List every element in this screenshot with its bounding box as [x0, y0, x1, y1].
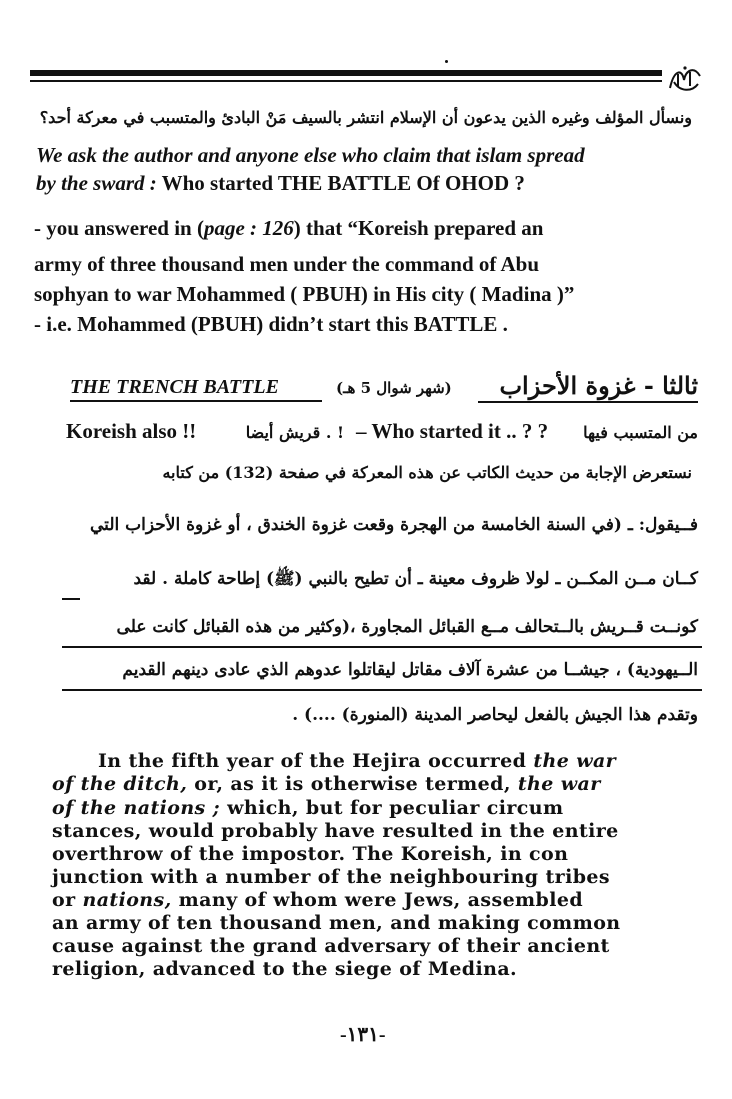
answer-line4: - i.e. Mohammed (PBUH) didn’t start this BATTLE .	[34, 312, 508, 336]
ohod-question-italic: by the sward :	[36, 171, 157, 195]
arabic-para-underline-1	[62, 646, 702, 648]
ohod-question-line1: We ask the author and anyone else who claim that islam spread	[36, 143, 585, 167]
quote-line1-a: In the fifth year of the Hejira occurred	[98, 750, 534, 772]
arabic-para-line6: وتقدم هذا الجيش بالفعل ليحاصر المدينة (المنورة) ....) .	[292, 705, 698, 725]
trench-heading-date: (شهر شوال 5 هـ)	[336, 379, 452, 397]
quote-line9: cause against the grand adversary of their ancient	[52, 935, 610, 957]
quote-line7-c: many of whom were Jews, assembled	[171, 889, 584, 911]
header-rule-thin	[30, 80, 662, 82]
who-started-it: – Who started it .. ? ?	[356, 419, 549, 443]
answer-line3: sophyan to war Mohammed ( PBUH) in His city ( Madina )”	[34, 282, 575, 306]
quote-line7	[52, 889, 583, 911]
page-number: -١٣١-	[340, 1024, 386, 1046]
koreish-also-ar: ! . قريش أيضا	[245, 423, 344, 442]
quote-line8: an army of ten thousand men, and making common	[52, 912, 621, 934]
trench-heading-en: THE TRENCH BATTLE	[70, 376, 279, 398]
arabic-para-line1: نستعرض الإجابة من حديث الكاتب عن هذه المعركة في صفحة (132) من كتابه	[162, 463, 692, 482]
quote-line4: stances, would probably have resulted in the entire	[52, 820, 619, 842]
ohod-question-line2	[36, 171, 525, 196]
ohod-question-rest: Who started THE BATTLE Of OHOD ?	[156, 171, 525, 195]
quote-line6: junction with a number of the neighbouring tribes	[52, 866, 610, 888]
quote-line7-b: nations,	[82, 889, 172, 911]
header-rule-thick	[30, 70, 662, 76]
arabic-para-underline-2	[62, 689, 702, 691]
quote-line2-b: or, as it is otherwise termed,	[187, 773, 518, 795]
answer-line1-pre: - you answered in (	[34, 216, 204, 240]
quote-line10: religion, advanced to the siege of Medina.	[52, 958, 518, 980]
trench-heading-underline	[70, 400, 322, 402]
trench-title-underline	[478, 401, 698, 403]
arabic-para-underline-short	[62, 598, 80, 600]
trench-heading-title: ثالثا - غزوة الأحزاب	[499, 371, 698, 400]
pbuh-seal-icon	[664, 62, 706, 96]
arabic-para-line3: كــان مــن المكــن ـ لولا ظروف معينة ـ أن تطيح بالنبي (ﷺ) إطاحة كاملة . لقد	[133, 569, 698, 589]
quote-line3	[52, 797, 563, 819]
quote-line7-a: or	[52, 889, 83, 911]
arabic-para-line4: كونــت قــريش بالــتحالف مــع القبائل المجاورة ،(وكثير من هذه القبائل كانت على	[116, 617, 698, 637]
quote-line2-c: the war	[517, 773, 601, 795]
answer-line2: army of three thousand men under the command of Abu	[34, 252, 540, 276]
quote-line1-b: the war	[533, 750, 617, 772]
quote-line3-b: which, but for peculiar circum	[220, 797, 564, 819]
arabic-para-line2: فــيقول: ـ (في السنة الخامسة من الهجرة وقعت غزوة الخندق ، أو غزوة الأحزاب التي	[90, 515, 698, 535]
header-dot	[445, 60, 448, 63]
quote-line2-a: of the ditch,	[52, 773, 188, 795]
quote-line3-a: of the nations ;	[52, 797, 221, 819]
quote-line5: overthrow of the impostor. The Koreish, in con	[52, 843, 569, 865]
arabic-para-line5: الــيهودية) ، جيشــا من عشرة آلاف مقاتل ليقاتلوا عدوهم الذي عادى دينهم القديم	[122, 660, 698, 680]
who-caused-it-ar: من المتسبب فيها	[583, 423, 698, 442]
quote-line1	[98, 750, 616, 772]
quote-line2	[52, 773, 601, 795]
answer-line1	[34, 216, 543, 241]
page-reference: page : 126	[203, 216, 294, 240]
koreish-also-en: Koreish also !!	[66, 419, 197, 443]
answer-line1-post: ) that “Koreish prepared an	[293, 216, 544, 240]
arabic-question: ونسأل المؤلف وغيره الذين يدعون أن الإسلام انتشر بالسيف مَنْ البادئ والمتسبب في معركة أحد؟	[39, 108, 692, 127]
